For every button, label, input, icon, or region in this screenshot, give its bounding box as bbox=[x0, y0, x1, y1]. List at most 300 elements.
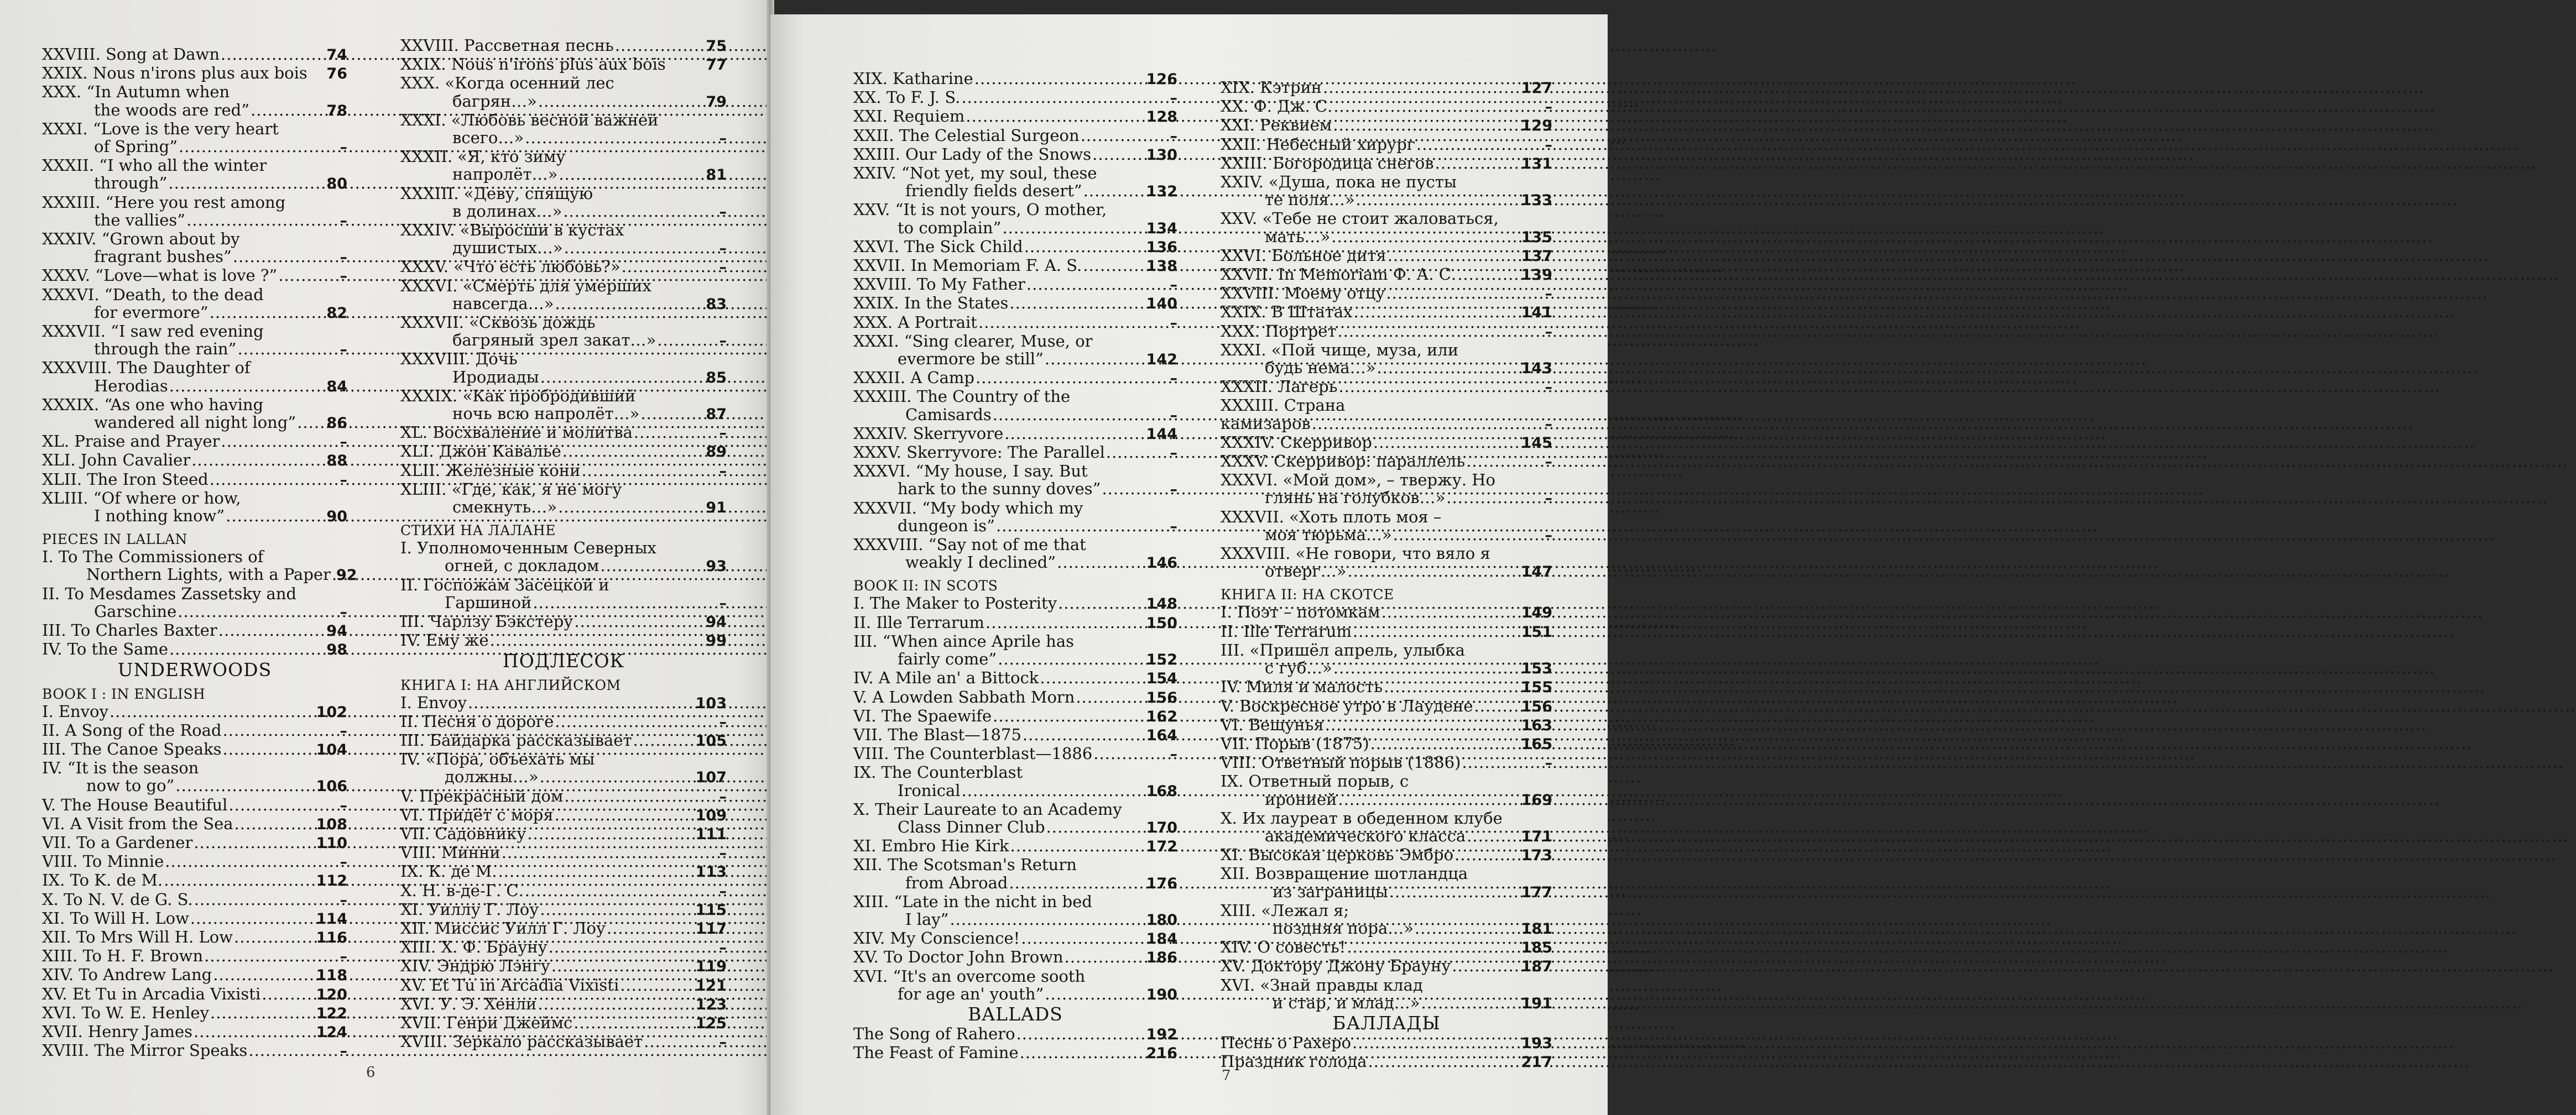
page-ref: 128 bbox=[1146, 108, 1177, 126]
entry-title: Иродиады bbox=[452, 367, 539, 386]
page-ref: – bbox=[719, 332, 727, 350]
dot-leader bbox=[1462, 753, 1543, 771]
page-ref: 107 bbox=[695, 769, 727, 787]
page-ref: 114 bbox=[316, 910, 347, 928]
entry-title: Песнь о Рахеро bbox=[1221, 1033, 1352, 1052]
page-ref: 156 bbox=[1521, 698, 1552, 715]
entry-title: XXXVIII. Дочь bbox=[400, 349, 518, 369]
entry-title: XXVIII. To My Father bbox=[853, 275, 1025, 294]
section-heading: КНИГА II: НА СКОТСЕ bbox=[1221, 587, 1394, 603]
entry-title: VI. A Visit from the Sea bbox=[42, 814, 233, 833]
toc-entry bbox=[400, 368, 727, 387]
entry-title: IX. К. де М. bbox=[400, 862, 497, 881]
page-ref: 89 bbox=[706, 443, 727, 461]
entry-title: XIV. My Conscience! bbox=[853, 929, 1020, 948]
page-ref: – bbox=[340, 341, 347, 359]
page-ref: 80 bbox=[326, 175, 347, 193]
page-ref: 168 bbox=[1146, 782, 1177, 800]
page-ref: 142 bbox=[1146, 351, 1177, 369]
entry-title: XLII. Железные кони bbox=[400, 460, 581, 480]
toc-entry bbox=[400, 185, 727, 202]
toc-entry bbox=[400, 919, 727, 938]
entry-title: XXX. «Когда осенний лес bbox=[400, 74, 614, 93]
page-ref: 110 bbox=[316, 834, 347, 852]
entry-title: Гаршиной bbox=[445, 593, 532, 612]
entry-title: XXXVI. “My house, I say. But bbox=[853, 462, 1088, 481]
entry-title: XVIII. The Mirror Speaks bbox=[42, 1041, 248, 1060]
entry-title: XXXII. A Camp bbox=[853, 368, 974, 388]
page-ref: – bbox=[1545, 526, 1552, 544]
page-ref: 145 bbox=[1521, 434, 1552, 452]
dot-leader bbox=[194, 834, 315, 851]
page-ref: 153 bbox=[1521, 660, 1552, 678]
page-ref: – bbox=[719, 130, 727, 148]
toc-entry bbox=[853, 985, 1177, 1004]
toc-entry bbox=[1221, 415, 1552, 433]
dot-leader bbox=[1045, 985, 1145, 1003]
page-ref: 154 bbox=[1146, 670, 1177, 688]
toc-entry bbox=[853, 707, 1177, 726]
toc-entry bbox=[42, 322, 347, 340]
page-ref: – bbox=[1170, 481, 1177, 499]
toc-entry bbox=[853, 313, 1177, 332]
page-ref: – bbox=[1170, 127, 1177, 145]
dot-leader bbox=[251, 101, 325, 119]
toc-entry bbox=[400, 148, 727, 165]
toc-entry bbox=[1221, 359, 1552, 378]
entry-title: XXXVII. «Хоть плоть моя – bbox=[1221, 507, 1442, 526]
toc-entry bbox=[42, 947, 347, 966]
entry-title: V. Воскресное утро в Лаудене bbox=[1221, 696, 1473, 715]
toc-entry bbox=[1221, 772, 1552, 790]
entry-title: в долинах…» bbox=[452, 201, 562, 221]
dot-leader bbox=[1333, 116, 1520, 134]
entry-title: XXXI. “Love is the very heart bbox=[42, 119, 279, 138]
toc-entry bbox=[400, 129, 727, 148]
entry-title: fairly come” bbox=[898, 650, 997, 669]
page-ref: – bbox=[719, 939, 727, 957]
entry-title: IV. “It is the season bbox=[42, 758, 199, 778]
dot-leader bbox=[1338, 791, 1520, 808]
entry-title: XL. Praise and Prayer bbox=[42, 432, 220, 451]
toc-entry bbox=[1221, 78, 1552, 97]
page-ref: 193 bbox=[1521, 1034, 1552, 1052]
dot-leader bbox=[1024, 238, 1145, 255]
entry-title: XXVI. The Sick Child bbox=[853, 237, 1023, 256]
dot-leader bbox=[1004, 425, 1145, 442]
toc-entry bbox=[1221, 697, 1552, 716]
toc-entry bbox=[1221, 508, 1552, 526]
toc-entry bbox=[42, 985, 347, 1004]
dot-leader bbox=[233, 248, 339, 265]
entry-title: XII. The Scotsman's Return bbox=[853, 855, 1077, 875]
entry-title: XXXIV. “Grown about by bbox=[42, 229, 240, 249]
page-ref: – bbox=[719, 462, 727, 480]
entry-title: Herodias bbox=[94, 376, 168, 395]
toc-entry bbox=[42, 248, 347, 266]
page-ref: 83 bbox=[706, 295, 727, 313]
entry-title: XIII. «Лежал я; bbox=[1221, 901, 1349, 920]
dot-leader bbox=[1093, 745, 1169, 762]
dot-leader bbox=[996, 517, 1169, 535]
page-ref: 78 bbox=[326, 102, 347, 119]
dot-leader bbox=[1058, 594, 1145, 612]
entry-title: X. Их лауреат в обеденном клубе bbox=[1221, 808, 1503, 828]
dot-leader bbox=[1023, 726, 1145, 744]
dot-leader bbox=[1331, 228, 1520, 245]
toc-entry bbox=[1221, 883, 1552, 902]
dot-leader bbox=[607, 919, 695, 937]
toc-entry bbox=[1221, 865, 1552, 882]
entry-title: XXXV. «Что есть любовь?» bbox=[400, 257, 620, 276]
toc-entry bbox=[400, 480, 727, 498]
toc-entry bbox=[853, 182, 1177, 201]
entry-title: Праздник голода bbox=[1221, 1052, 1367, 1071]
page-ref: 94 bbox=[706, 614, 727, 631]
page-ref: – bbox=[340, 433, 347, 451]
toc-entry bbox=[400, 498, 727, 517]
page-ref: – bbox=[340, 268, 347, 285]
toc-entry bbox=[853, 88, 1177, 107]
entry-title: XVI. У. Э. Хенли bbox=[400, 994, 537, 1013]
dot-leader bbox=[1057, 553, 1145, 571]
toc-entry bbox=[400, 74, 727, 92]
entry-title: ночь всю напролёт…» bbox=[452, 404, 640, 423]
page-ref: 192 bbox=[1146, 1025, 1177, 1043]
dot-leader bbox=[223, 740, 315, 758]
dot-leader bbox=[498, 862, 695, 880]
dot-leader bbox=[228, 796, 338, 814]
page-ref: – bbox=[719, 259, 727, 276]
entry-title: XXXVI. «Смерть для умерших bbox=[400, 276, 651, 295]
page-ref: 115 bbox=[695, 901, 727, 919]
entry-title: XXXV. Скерривор: параллель bbox=[1221, 452, 1466, 471]
toc-entry bbox=[853, 480, 1177, 499]
toc-entry bbox=[1221, 735, 1552, 753]
toc-entry bbox=[1221, 433, 1552, 452]
toc-entry bbox=[42, 928, 347, 947]
toc-entry bbox=[42, 777, 347, 795]
entry-title: XII. Миссис Уилл Г. Лоу bbox=[400, 918, 606, 938]
entry-title: мать…» bbox=[1265, 227, 1331, 246]
page-ref: 87 bbox=[706, 406, 727, 423]
entry-title: XVI. “It's an overcome sooth bbox=[853, 966, 1086, 986]
toc-entry bbox=[1221, 265, 1552, 284]
entry-title: XV. To Doctor John Brown bbox=[853, 948, 1063, 967]
toc-entry bbox=[853, 517, 1177, 536]
left-page bbox=[0, 0, 770, 1115]
toc-entry bbox=[400, 613, 727, 631]
page-ref: – bbox=[340, 722, 347, 740]
entry-title: XLI. John Cavalier bbox=[42, 451, 191, 470]
entry-title: XVII. Henry James bbox=[42, 1022, 192, 1041]
dot-leader bbox=[633, 731, 695, 749]
entry-title: VII. To a Gardener bbox=[42, 833, 193, 852]
dot-leader bbox=[175, 777, 315, 794]
part-heading: UNDERWOODS bbox=[117, 658, 272, 680]
dot-leader bbox=[549, 938, 718, 956]
toc-entry bbox=[853, 536, 1177, 553]
dot-leader bbox=[974, 70, 1145, 87]
toc-entry bbox=[42, 1004, 347, 1023]
toc-entry bbox=[1221, 284, 1552, 303]
entry-title: XIV. To Andrew Lang bbox=[42, 965, 212, 985]
dot-leader bbox=[950, 910, 1145, 928]
entry-title: багрян…» bbox=[452, 91, 537, 111]
toc-entry bbox=[400, 295, 727, 313]
page-ref: – bbox=[1545, 136, 1552, 154]
dot-leader bbox=[993, 406, 1169, 423]
entry-title: the vallies” bbox=[94, 210, 186, 229]
dot-leader bbox=[640, 405, 705, 422]
dot-leader bbox=[525, 882, 718, 899]
dot-leader bbox=[1373, 433, 1520, 451]
dot-leader bbox=[1370, 735, 1520, 752]
page-ref: 93 bbox=[706, 558, 727, 575]
toc-entry bbox=[853, 406, 1177, 425]
page-ref: 155 bbox=[1521, 679, 1552, 697]
toc-entry bbox=[1221, 976, 1552, 994]
toc-entry bbox=[853, 350, 1177, 369]
entry-title: The Feast of Famine bbox=[853, 1043, 1019, 1062]
entry-title: XII. Возвращение шотландца bbox=[1221, 864, 1468, 883]
entry-title: VII. The Blast—1875 bbox=[853, 725, 1021, 744]
entry-title: XXXVII. “My body which my bbox=[853, 498, 1083, 517]
entry-title: Garschine bbox=[94, 601, 177, 621]
dot-leader bbox=[1076, 688, 1145, 706]
dot-leader bbox=[622, 258, 718, 275]
page-ref: – bbox=[719, 1034, 727, 1051]
entry-title: XXIX. Nous n'irons plus aux bois bbox=[400, 55, 666, 74]
dot-leader bbox=[600, 557, 705, 574]
dot-leader bbox=[1065, 948, 1145, 966]
entry-title: XXIX. Nous n'irons plus aux bois bbox=[42, 64, 307, 83]
dot-leader bbox=[1435, 154, 1520, 172]
dot-leader bbox=[1467, 827, 1520, 845]
page-ref: 79 bbox=[706, 93, 727, 111]
dot-leader bbox=[540, 901, 694, 918]
page-ref: 141 bbox=[1521, 304, 1552, 322]
toc-entry bbox=[1221, 641, 1552, 659]
page-ref: 149 bbox=[1521, 604, 1552, 622]
dot-leader bbox=[555, 806, 695, 824]
toc-entry bbox=[42, 603, 347, 621]
entry-title: XIII. “Late in the nicht in bed bbox=[853, 892, 1092, 911]
page-ref: – bbox=[719, 425, 727, 442]
toc-entry bbox=[853, 499, 1177, 517]
dot-leader bbox=[297, 413, 325, 431]
dot-leader bbox=[644, 1033, 718, 1050]
toc-entry bbox=[1221, 135, 1552, 154]
toc-entry bbox=[400, 442, 727, 461]
dot-leader bbox=[1333, 659, 1520, 677]
toc-entry bbox=[42, 120, 347, 138]
entry-title: XLIII. “Of where or how, bbox=[42, 488, 241, 507]
entry-title: for age an' youth” bbox=[898, 984, 1044, 1003]
page-ref: – bbox=[719, 203, 727, 221]
dot-leader bbox=[555, 295, 705, 312]
dot-leader bbox=[502, 844, 718, 861]
toc-entry bbox=[853, 238, 1177, 256]
entry-title: XXVIII. Song at Dawn bbox=[42, 45, 220, 64]
dot-leader bbox=[559, 165, 705, 183]
entry-title: XVI. To W. E. Henley bbox=[42, 1003, 209, 1022]
dot-leader bbox=[1323, 78, 1520, 96]
entry-title: VII. Садовнику bbox=[400, 824, 526, 843]
toc-entry bbox=[853, 332, 1177, 350]
toc-column bbox=[1221, 78, 1552, 1071]
dot-leader bbox=[976, 369, 1169, 386]
page-ref: 171 bbox=[1521, 828, 1552, 845]
toc-entry bbox=[42, 470, 347, 489]
entry-title: II. A Song of the Road bbox=[42, 720, 222, 740]
page-ref: – bbox=[1545, 755, 1552, 772]
entry-title: XXXII. “I who all the winter bbox=[42, 156, 267, 175]
dot-leader bbox=[962, 782, 1145, 799]
page-ref: 133 bbox=[1521, 192, 1552, 210]
dot-leader bbox=[1376, 359, 1520, 376]
entry-title: through” bbox=[94, 174, 168, 193]
toc-entry bbox=[853, 688, 1177, 707]
page-ref: – bbox=[340, 948, 347, 966]
entry-title: XXII. Небесный хирург bbox=[1221, 134, 1415, 154]
dot-leader bbox=[1452, 957, 1520, 975]
page-ref: – bbox=[719, 788, 727, 805]
toc-entry bbox=[853, 800, 1177, 818]
dot-leader bbox=[1040, 669, 1145, 687]
toc-entry bbox=[853, 650, 1177, 669]
toc-entry bbox=[400, 462, 727, 480]
dot-leader bbox=[558, 498, 705, 516]
dot-leader bbox=[1026, 275, 1169, 293]
page-ref: 92 bbox=[336, 567, 357, 584]
page-ref: – bbox=[1170, 517, 1177, 535]
page-ref: 122 bbox=[316, 1004, 347, 1022]
entry-title: XIV. Эндрю Лэнгу bbox=[400, 956, 550, 976]
toc-entry bbox=[400, 55, 727, 74]
entry-title: of Spring” bbox=[94, 137, 178, 156]
page-ref: 130 bbox=[1146, 146, 1177, 164]
entry-title: to complain” bbox=[898, 218, 1002, 237]
entry-title: XXXIV. «Выросши в кустах bbox=[400, 221, 624, 240]
entry-title: Camisards bbox=[905, 405, 992, 424]
entry-title: IV. To the Same bbox=[42, 640, 169, 659]
page-ref: – bbox=[1545, 285, 1552, 303]
entry-title: X. Н. в-де-Г. С. bbox=[400, 881, 524, 900]
page-ref: 118 bbox=[316, 967, 347, 985]
dot-leader bbox=[210, 1004, 315, 1022]
toc-entry bbox=[853, 669, 1177, 688]
toc-column bbox=[853, 70, 1177, 1062]
dot-leader bbox=[194, 1023, 315, 1040]
entry-title: VII. Порыв (1875) bbox=[1221, 734, 1369, 753]
entry-title: XX. To F. J. S. bbox=[853, 88, 961, 107]
dot-leader bbox=[1002, 219, 1145, 237]
entry-title: Ironical bbox=[898, 781, 961, 800]
page-ref: – bbox=[340, 797, 347, 814]
dot-leader bbox=[538, 92, 705, 110]
entry-title: XXXI. «Любовь весной важней bbox=[400, 110, 659, 129]
dot-leader bbox=[1333, 97, 1543, 115]
page-ref: 176 bbox=[1146, 875, 1177, 892]
dot-leader bbox=[1009, 874, 1145, 892]
page-ref: 169 bbox=[1521, 791, 1552, 809]
page-ref: 90 bbox=[326, 508, 347, 526]
toc-entry bbox=[1221, 957, 1552, 976]
toc-entry bbox=[853, 553, 1177, 572]
dot-leader bbox=[490, 631, 705, 649]
entry-title: XXXII. Лагерь bbox=[1221, 377, 1338, 396]
page-ref: 120 bbox=[316, 986, 347, 1003]
entry-title: III. To Charles Baxter bbox=[42, 621, 217, 640]
dot-leader bbox=[169, 640, 325, 658]
toc-entry bbox=[42, 174, 347, 193]
entry-title: X. To N. V. de G. S. bbox=[42, 889, 193, 909]
page-ref: 165 bbox=[1521, 735, 1552, 753]
entry-title: XXIX. In the States bbox=[853, 294, 1009, 313]
toc-entry bbox=[42, 230, 347, 248]
entry-title: fragrant bushes” bbox=[94, 247, 232, 266]
toc-entry bbox=[1221, 526, 1552, 545]
page-ref: 146 bbox=[1146, 554, 1177, 572]
toc-entry bbox=[853, 910, 1177, 929]
dot-leader bbox=[1353, 303, 1520, 321]
page-ref: – bbox=[1170, 276, 1177, 294]
entry-title: V. The House Beautiful bbox=[42, 795, 228, 814]
page-ref: – bbox=[719, 594, 727, 612]
page-ref: 119 bbox=[695, 958, 727, 976]
toc-entry bbox=[42, 396, 347, 413]
page-ref: 84 bbox=[326, 378, 347, 395]
dot-leader bbox=[1368, 1053, 1520, 1070]
dot-leader bbox=[1016, 1025, 1145, 1043]
toc-entry bbox=[42, 640, 347, 659]
page-ref: 111 bbox=[695, 825, 727, 843]
toc-entry bbox=[1221, 322, 1552, 341]
page-ref: 143 bbox=[1521, 360, 1552, 378]
entry-title: XXV. “It is not yours, O mother, bbox=[853, 200, 1107, 219]
entry-title: I nothing know” bbox=[94, 506, 225, 526]
page-ref: 103 bbox=[695, 694, 727, 712]
toc-entry bbox=[400, 277, 727, 295]
entry-title: I lay” bbox=[905, 909, 949, 929]
entry-title: II. Ille Terrarum bbox=[853, 613, 985, 632]
toc-entry bbox=[1221, 846, 1552, 865]
toc-entry bbox=[42, 721, 347, 740]
entry-title: XV. Et Tu in Arcadia Vixisti bbox=[400, 975, 619, 994]
toc-entry bbox=[853, 893, 1177, 910]
dot-leader bbox=[165, 852, 338, 870]
page-ref: 113 bbox=[695, 863, 727, 881]
dot-leader bbox=[468, 694, 695, 711]
entry-title: Class Dinner Club bbox=[898, 817, 1045, 836]
toc-entry bbox=[42, 138, 347, 156]
page-ref: 129 bbox=[1521, 117, 1552, 135]
dot-leader bbox=[1338, 322, 1544, 340]
entry-title: XLII. The Iron Steed bbox=[42, 469, 208, 489]
entry-title: X. Their Laureate to an Academy bbox=[853, 799, 1122, 819]
page-ref: 180 bbox=[1146, 911, 1177, 929]
entry-title: VIII. Ответный порыв (1886) bbox=[1221, 753, 1461, 772]
toc-entry bbox=[42, 852, 347, 871]
dot-leader bbox=[210, 470, 339, 488]
entry-title: XXXVII. “I saw red evening bbox=[42, 322, 264, 341]
page-ref: 187 bbox=[1521, 958, 1552, 976]
dot-leader bbox=[1312, 415, 1544, 432]
entry-title: XI. Высокая церковь Эмбро bbox=[1221, 845, 1454, 865]
entry-title: моя тюрьма…» bbox=[1265, 525, 1392, 544]
dot-leader bbox=[620, 976, 694, 994]
